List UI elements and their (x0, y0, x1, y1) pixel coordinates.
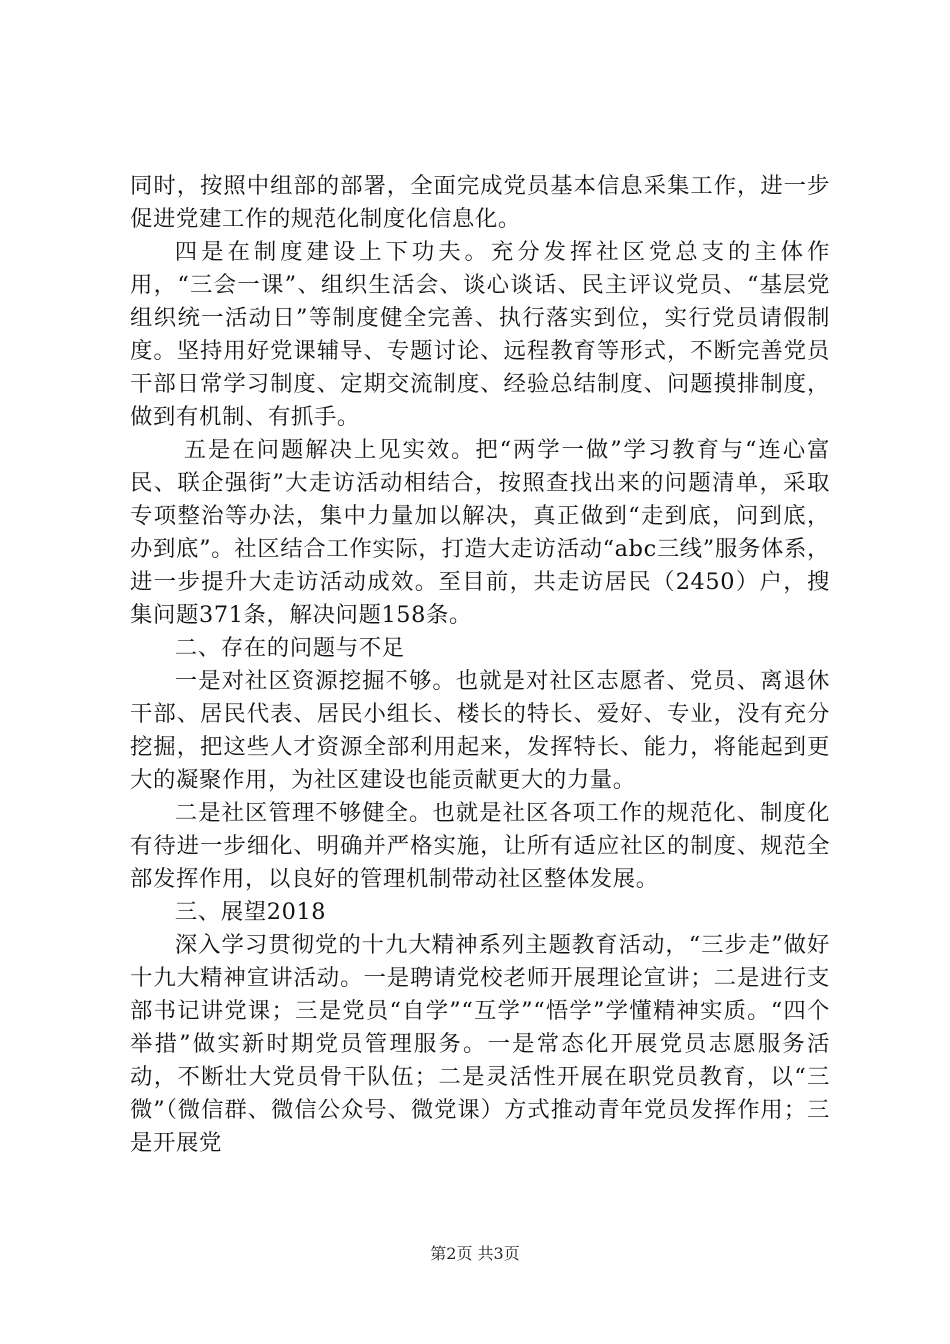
paragraph-system-building: 四是在制度建设上下功夫。充分发挥社区党总支的主体作用，“三会一课”、组织生活会、谈心谈话、民主评议党员、“基层党组织统一活动日”等制度健全完善、执行落实到位，实行党员请假制度。坚持用好党课辅导、专题讨论、远程教育等形式，不断完善党员干部日常学习制度、定期交流制度、经验总结制度、问题摸排制度，做到有机制、有抓手。 (130, 239, 830, 430)
paragraph-continuation: 同时，按照中组部的部署，全面完成党员基本信息采集工作，进一步促进党建工作的规范化制度化信息化。 (130, 173, 830, 232)
paragraph-management: 二是社区管理不够健全。也就是社区各项工作的规范化、制度化有待进一步细化、明确并严格实施，让所有适应社区的制度、规范全部发挥作用，以良好的管理机制带动社区整体发展。 (130, 800, 830, 892)
section-heading-problems: 二、存在的问题与不足 (174, 635, 405, 661)
paragraph-problem-solving: 五是在问题解决上见实效。把“两学一做”学习教育与“连心富民、联企强街”大走访活动相结合，按照查找出来的问题清单，采取专项整治等办法，集中力量加以解决，真正做到“走到底，问到底，办到底”。社区结合工作实际，打造大走访活动“abc三线”服务体系，进一步提升大走访活动成效。至目前，共走访居民（2450）户，搜集问题371条，解决问题158条。 (130, 437, 830, 628)
paragraph-outlook: 深入学习贯彻党的十九大精神系列主题教育活动，“三步走”做好十九大精神宣讲活动。一是聘请党校老师开展理论宣讲；二是进行支部书记讲党课；三是党员“自学”“互学”“悟学”学懂精神实质。“四个举措”做实新时期党员管理服务。一是常态化开展党员志愿服务活动，不断壮大党员骨干队伍；二是灵活性开展在职党员教育，以“三微”（微信群、微信公众号、微党课）方式推动青年党员发挥作用；三是开展党 (130, 932, 830, 1156)
page-number-footer: 第2页 共3页 (430, 1244, 520, 1263)
paragraph-resource-mining: 一是对社区资源挖掘不够。也就是对社区志愿者、党员、离退休干部、居民代表、居民小组长、楼长的特长、爱好、专业，没有充分挖掘，把这些人才资源全部利用起来，发挥特长、能力，将能起到更大的凝聚作用，为社区建设也能贡献更大的力量。 (130, 668, 830, 793)
document-body (130, 170, 830, 1160)
section-heading-outlook: 三、展望2018 (174, 899, 327, 925)
